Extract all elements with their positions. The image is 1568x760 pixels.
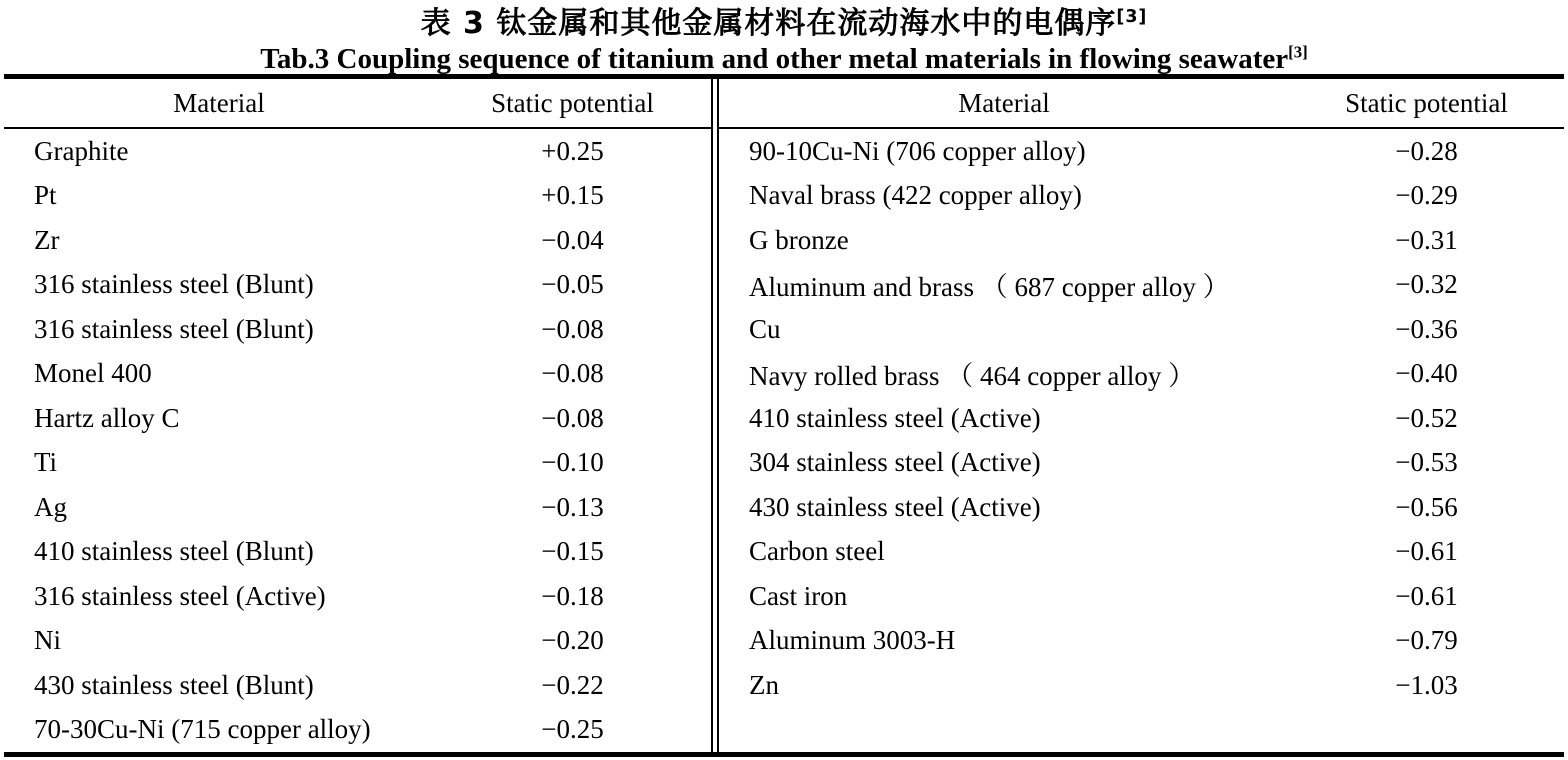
table-row [4, 307, 711, 352]
static-potential-cell: −0.32 [1395, 269, 1458, 300]
material-cell: Hartz alloy C [34, 402, 180, 433]
material-cell: Zr [34, 224, 60, 255]
table-header-row-right [719, 79, 1564, 129]
table-row [719, 307, 1564, 352]
static-potential-cell: −0.04 [541, 224, 604, 255]
material-cell: 316 stainless steel (Active) [34, 580, 326, 611]
material-cell: 410 stainless steel (Blunt) [34, 536, 314, 567]
static-potential-cell: −0.18 [541, 580, 604, 611]
static-potential-cell: −0.53 [1395, 447, 1458, 478]
material-cell: Aluminum and brass （ 687 copper alloy ） [749, 272, 1230, 303]
table-row [4, 574, 711, 619]
material-cell: 316 stainless steel (Blunt) [34, 313, 314, 344]
static-potential-cell: −0.20 [541, 625, 604, 656]
citation-ref-chinese: [3] [1116, 7, 1148, 27]
material-cell: Navy rolled brass （ 464 copper alloy ） [749, 361, 1196, 392]
static-potential-cell: −0.79 [1395, 625, 1458, 656]
material-cell: 410 stainless steel (Active) [749, 402, 1041, 433]
static-potential-cell: +0.25 [541, 135, 604, 166]
coupling-sequence-table [4, 74, 1564, 757]
column-header-material: Material [173, 87, 265, 118]
table-title-chinese-text: 表 3 钛金属和其他金属材料在流动海水中的电偶序 [420, 6, 1117, 41]
material-cell: Naval brass (422 copper alloy) [749, 180, 1082, 211]
static-potential-cell: −0.31 [1395, 224, 1458, 255]
static-potential-cell: −1.03 [1395, 669, 1458, 700]
column-header-static-potential: Static potential [1345, 87, 1508, 118]
static-potential-cell: −0.10 [541, 447, 604, 478]
table-right-panel [719, 79, 1564, 752]
table-header-row-left [4, 79, 711, 129]
material-cell: 430 stainless steel (Blunt) [34, 669, 314, 700]
table-row [719, 441, 1564, 486]
static-potential-cell: +0.15 [541, 180, 604, 211]
table-row [719, 530, 1564, 575]
static-potential-cell: −0.28 [1395, 135, 1458, 166]
table-row [719, 396, 1564, 441]
table-left-panel [4, 79, 711, 752]
table-title-chinese [0, 6, 1568, 42]
table-row [719, 129, 1564, 174]
material-cell: Monel 400 [34, 358, 152, 389]
table-row [4, 530, 711, 575]
table-row [719, 485, 1564, 530]
static-potential-cell: −0.56 [1395, 491, 1458, 522]
static-potential-cell: −0.40 [1395, 358, 1458, 389]
material-cell: 430 stainless steel (Active) [749, 491, 1041, 522]
material-cell: Cast iron [749, 580, 848, 611]
static-potential-cell: −0.61 [1395, 536, 1458, 567]
table-row [4, 708, 711, 753]
table-row [4, 174, 711, 219]
table-row [4, 263, 711, 308]
table-row [719, 663, 1564, 708]
static-potential-cell: −0.08 [541, 358, 604, 389]
table-row [4, 352, 711, 397]
material-cell: Cu [749, 313, 781, 344]
static-potential-cell: −0.25 [541, 714, 604, 745]
material-cell: Ti [34, 447, 58, 478]
table-row [719, 619, 1564, 664]
material-cell: Carbon steel [749, 536, 885, 567]
material-cell: Graphite [34, 135, 129, 166]
table-body-right [719, 129, 1564, 708]
table-row [719, 218, 1564, 263]
table-row [4, 663, 711, 708]
material-cell: Ni [34, 625, 61, 656]
static-potential-cell: −0.08 [541, 402, 604, 433]
static-potential-cell: −0.52 [1395, 402, 1458, 433]
static-potential-cell: −0.36 [1395, 313, 1458, 344]
static-potential-cell: −0.61 [1395, 580, 1458, 611]
title-block [0, 0, 1568, 76]
static-potential-cell: −0.15 [541, 536, 604, 567]
table-row [4, 485, 711, 530]
material-cell: 70-30Cu-Ni (715 copper alloy) [34, 714, 371, 745]
table-title-english [0, 43, 1568, 76]
material-cell: 304 stainless steel (Active) [749, 447, 1041, 478]
table-row [4, 441, 711, 486]
material-cell: G bronze [749, 224, 849, 255]
table-body-left [4, 129, 711, 752]
table-row [4, 218, 711, 263]
material-cell: Zn [749, 669, 779, 700]
table-row [4, 619, 711, 664]
double-vertical-rule [711, 79, 719, 752]
static-potential-cell: −0.05 [541, 269, 604, 300]
static-potential-cell: −0.29 [1395, 180, 1458, 211]
table-row [719, 352, 1564, 397]
table-row [719, 263, 1564, 308]
material-cell: 316 stainless steel (Blunt) [34, 269, 314, 300]
static-potential-cell: −0.08 [541, 313, 604, 344]
citation-ref-english: [3] [1288, 42, 1308, 62]
static-potential-cell: −0.13 [541, 491, 604, 522]
table-row [719, 174, 1564, 219]
column-header-material: Material [958, 87, 1050, 118]
material-cell: 90-10Cu-Ni (706 copper alloy) [749, 135, 1086, 166]
table-title-english-text: Tab.3 Coupling sequence of titanium and other metal materials in flowing seawater [260, 43, 1289, 75]
material-cell: Pt [34, 180, 57, 211]
material-cell: Aluminum 3003-H [749, 625, 956, 656]
table-row [719, 574, 1564, 619]
column-header-static-potential: Static potential [491, 87, 654, 118]
material-cell: Ag [34, 491, 67, 522]
table-row [4, 396, 711, 441]
static-potential-cell: −0.22 [541, 669, 604, 700]
table-row [4, 129, 711, 174]
